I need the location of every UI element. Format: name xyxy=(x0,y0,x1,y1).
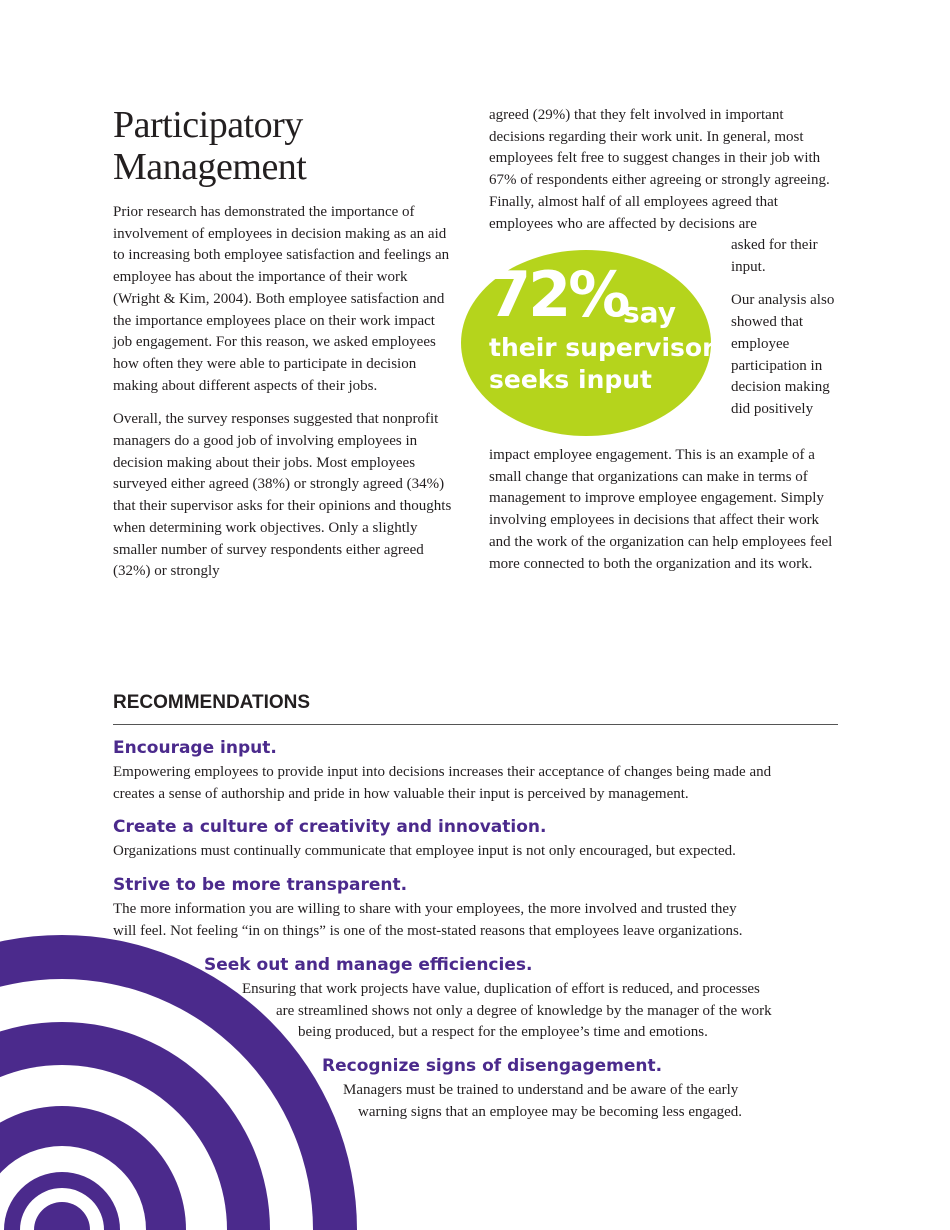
right-paragraph-bottom: impact employee engagement. This is an example of a small change that organizations can make in terms of management to improve employee engagement. Simply involving employees in decisions that affect their work and the work of the organization can help employees feel more connected to both the organization and its work. xyxy=(489,447,833,572)
recommendation-title: Recognize signs of disengagement. xyxy=(322,1056,663,1076)
page-title-line-2: Management xyxy=(113,146,307,188)
recommendation-title: Seek out and manage efficiencies. xyxy=(204,955,533,975)
recommendations-heading: RECOMMENDATIONS xyxy=(113,692,311,713)
recommendation-body xyxy=(113,899,843,942)
right-paragraph-wrap-1: asked for their input. xyxy=(731,237,818,275)
recommendation-line: Organizations must continually communicate that employee input is not only encouraged, but expected. xyxy=(113,843,736,859)
right-paragraph-top: agreed (29%) that they felt involved in important decisions regarding their work unit. In general, most employees felt free to suggest changes in their job with 67% of respondents either agreeing or strongly agreeing. Finally, almost half of all employees agreed that employees who are affected by decisions are xyxy=(489,107,830,232)
callout-line-3: seeks input xyxy=(489,365,653,394)
callout-word: say xyxy=(623,296,676,329)
recommendation-item xyxy=(322,1055,842,1123)
recommendation-item xyxy=(113,816,843,863)
recommendation-line: being produced, but a respect for the employee’s time and emotions. xyxy=(298,1024,708,1041)
recommendation-item xyxy=(204,954,844,1044)
stat-callout-bubble xyxy=(461,250,715,436)
recommendation-line: warning signs that an employee may be becoming less engaged. xyxy=(358,1103,743,1120)
recommendation-body xyxy=(322,1080,842,1123)
recommendation-title: Create a culture of creativity and innovation. xyxy=(113,817,547,837)
callout-percent: 72% xyxy=(488,258,628,331)
recommendation-line: are streamlined shows not only a degree of knowledge by the manager of the work xyxy=(276,1002,772,1019)
recommendation-title: Strive to be more transparent. xyxy=(113,875,408,895)
recommendation-line: Empowering employees to provide input into decisions increases their acceptance of changes being made and xyxy=(113,764,772,780)
recommendation-line: Ensuring that work projects have value, duplication of effort is reduced, and processes xyxy=(242,981,760,997)
page-title xyxy=(113,104,306,188)
right-column-wrap xyxy=(731,235,841,421)
recommendation-line: creates a sense of authorship and pride in how valuable their input is perceived by management. xyxy=(113,785,689,802)
callout-line-2: their supervisor xyxy=(489,333,715,362)
page-title-line-1: Participatory xyxy=(113,104,303,146)
left-paragraph-2: Overall, the survey responses suggested that nonprofit managers do a good job of involving employees in decision making about their jobs. Most employees surveyed either agreed (38%) or strongly agreed (34%) that their supervisor asks for their opinions and thoughts when determining work objectives. Only a slightly smaller number of survey respondents either agreed (32%) or strongly xyxy=(113,411,452,580)
recommendation-body xyxy=(113,841,843,863)
recommendation-item xyxy=(113,737,843,805)
recommendation-line: will feel. Not feeling “in on things” is one of the most-stated reasons that employees leave organizations. xyxy=(113,922,743,939)
right-column-top xyxy=(489,105,841,235)
recommendation-item xyxy=(113,874,843,942)
right-paragraph-wrap-2: Our analysis also showed that employee participation in decision making did positively xyxy=(731,292,835,417)
recommendation-line: Managers must be trained to understand and be aware of the early xyxy=(343,1082,739,1098)
recommendation-body xyxy=(204,979,844,1044)
section-divider xyxy=(113,724,838,725)
left-paragraph-1: Prior research has demonstrated the importance of involvement of employees in decision making as an aid to increasing both employee satisfaction and feelings an employee has about the importance of their work (Wright & Kim, 2004). Both employee satisfaction and the importance employees place on their work impact job engagement. For this reason, we asked employees how often they were able to participate in decision making about different aspects of their jobs. xyxy=(113,204,450,394)
left-column xyxy=(113,202,453,583)
right-column-bottom xyxy=(489,445,841,575)
recommendation-line: The more information you are willing to share with your employees, the more involved and trusted they xyxy=(113,901,737,917)
recommendation-body xyxy=(113,762,843,805)
recommendation-title: Encourage input. xyxy=(113,738,277,758)
